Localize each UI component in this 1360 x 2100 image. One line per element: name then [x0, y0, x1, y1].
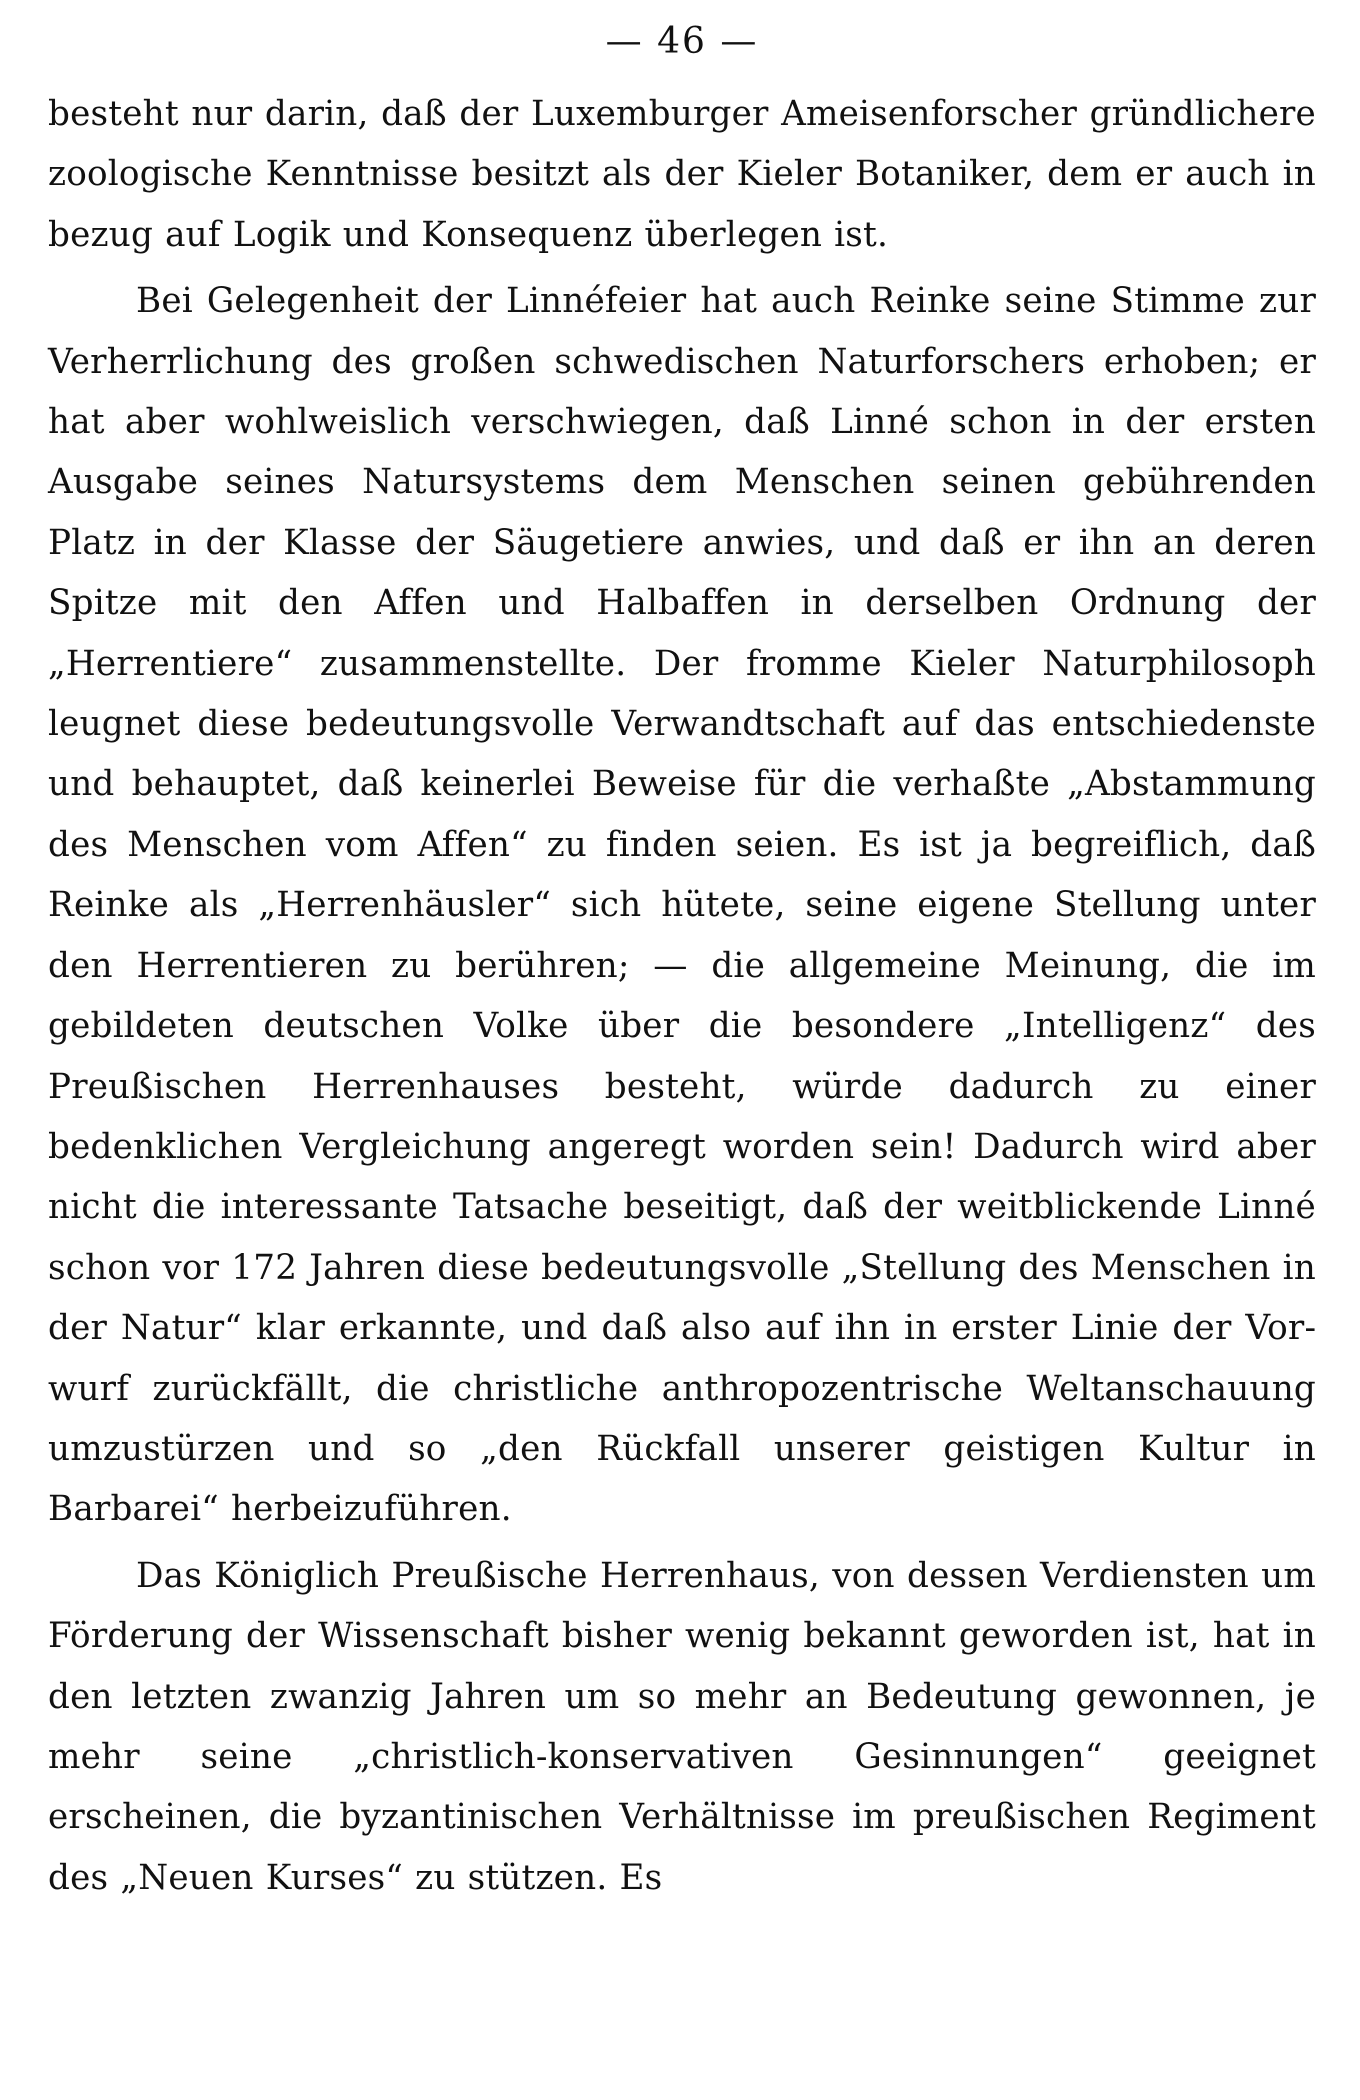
paragraph-continued: besteht nur darin, daß der Luxemburger Ameisenforscher gründlichere zoologische Kenntnisse besitzt als der Kieler Botaniker, dem er auch in bezug auf Logik und Konsequenz überlegen ist. [48, 94, 1316, 255]
page-number: — 46 — [605, 21, 759, 62]
paragraph-herrenhaus: Das Königlich Preußische Herrenhaus, von dessen Verdiensten um Förderung der Wissenschaft bisher wenig bekannt geworden ist, hat in den letzten zwanzig Jahren um so mehr an Bedeutung gewonnen, je mehr seine „christlich-konservativen Gesinnungen“ geeignet erscheinen, die byzantinischen Verhältnisse im preußischen Regiment des „Neuen Kurses“ zu stützen. Es [48, 1555, 1316, 1898]
book-page [48, 20, 1316, 2080]
body-text [48, 84, 1316, 1908]
paragraph-linne-feier: Bei Gelegenheit der Linnéfeier hat auch Reinke seine Stimme zur Verherrlichung des großen schwedischen Naturforschers erhoben; er hat aber wohlweislich verschwiegen, daß Linné schon in der ersten Ausgabe seines Natursystems dem Menschen seinen gebührenden Platz in der Klasse der Säugetiere anwies, und daß er ihn an deren Spitze mit den Affen und Halbaffen in derselben Ordnung der „Herrentiere“ zusammenstellte. Der fromme Kieler Naturphilosoph leugnet diese bedeutungsvolle Verwandtschaft auf das entschiedenste und behauptet, daß keinerlei Beweise für die verhaßte „Abstammung des Menschen vom Affen“ zu finden seien. Es ist ja begreiflich, daß Reinke als „Herrenhäusler“ sich hütete, seine eigene Stellung unter den Herrentieren zu berühren; — die allgemeine Meinung, die im gebildeten deutschen Volke über die besondere „Intelligenz“ des Preußischen Herrenhauses besteht, würde dadurch zu einer bedenklichen Vergleichung angeregt worden sein! Dadurch wird aber nicht die interessante Tatsache beseitigt, daß der weitblickende Linné schon vor 172 Jahren diese bedeutungsvolle „Stellung des Menschen in der Natur“ klar erkannte, und daß also auf ihn in erster Linie der Vorwurf zurückfällt, die christliche anthropozentrische Weltanschauung umzustürzen und so „den Rückfall unserer geistigen Kultur in Barbarei“ herbeizuführen. [48, 281, 1316, 1530]
